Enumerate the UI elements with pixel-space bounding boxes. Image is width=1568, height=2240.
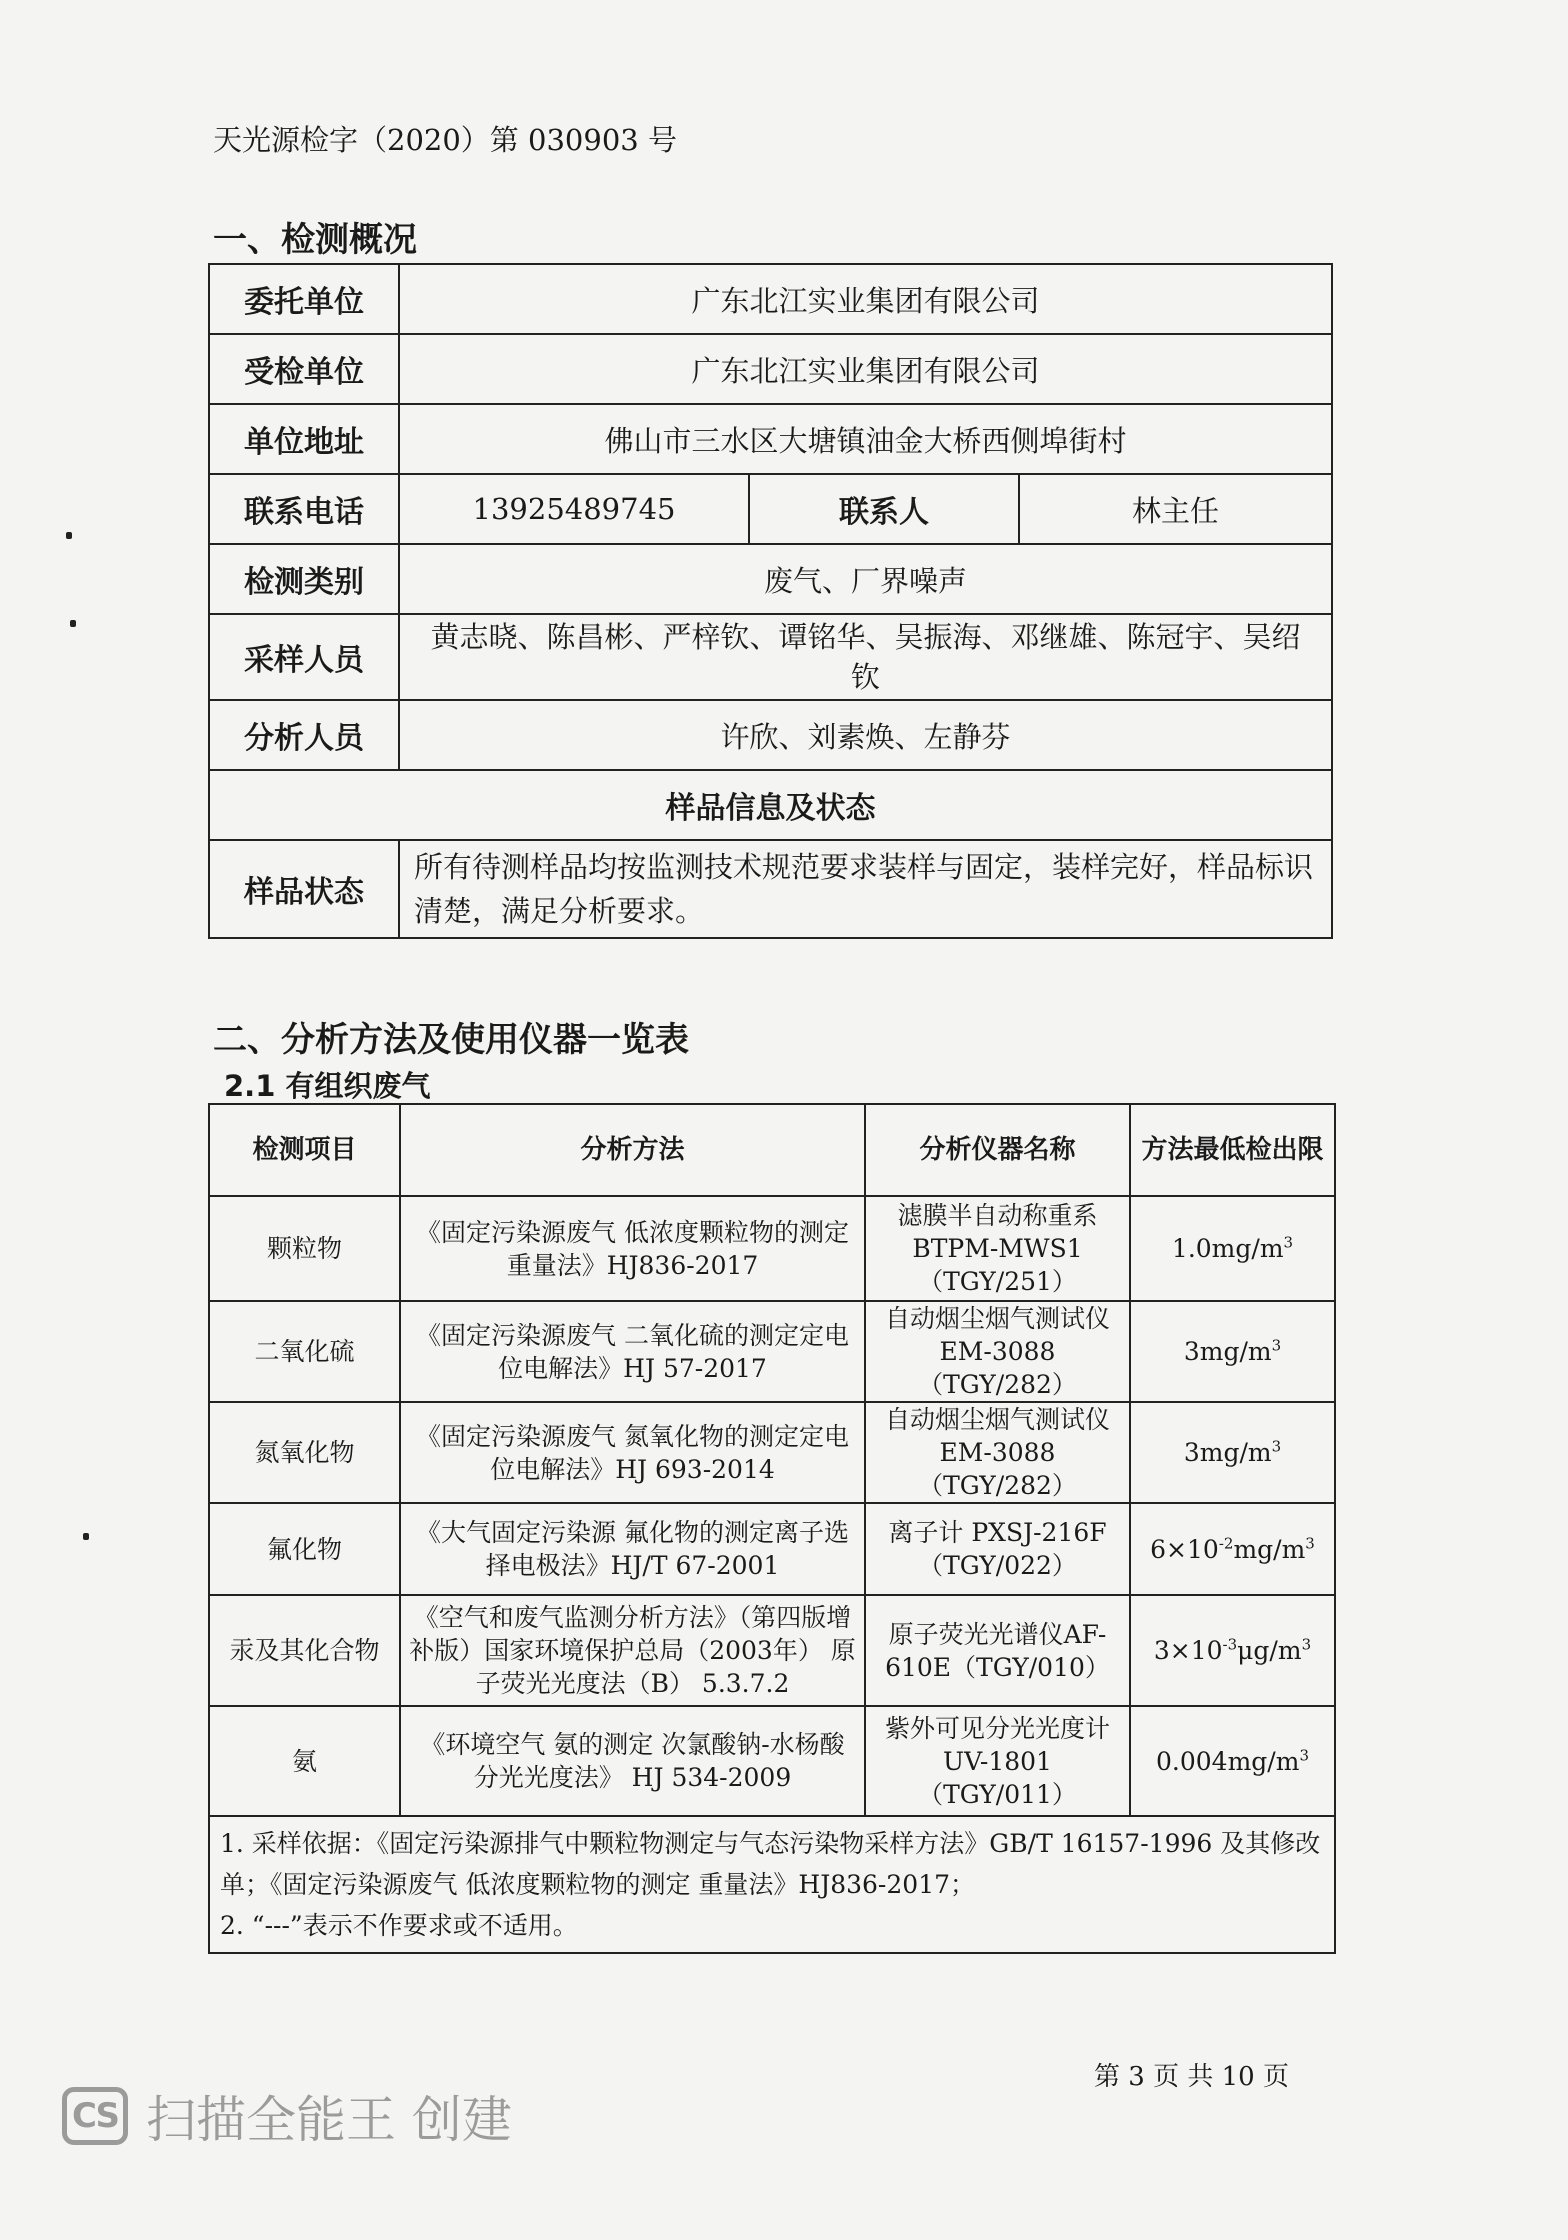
cell-item: 氮氧化物 — [209, 1402, 400, 1503]
overview-table — [208, 263, 1333, 939]
cell-method: 《大气固定污染源 氟化物的测定离子选择电极法》HJ/T 67-2001 — [400, 1503, 865, 1595]
header-instrument: 分析仪器名称 — [865, 1104, 1130, 1196]
cell-method: 《空气和废气监测分析方法》（第四版增补版）国家环境保护总局（2003年） 原子荧光光度法（B） 5.3.7.2 — [400, 1595, 865, 1706]
table-row — [209, 770, 1332, 840]
contact-value: 林主任 — [1019, 474, 1332, 544]
cell-item: 颗粒物 — [209, 1196, 400, 1301]
table-row — [209, 1706, 1335, 1816]
row-label: 委托单位 — [209, 264, 399, 334]
cell-instrument: 离子计 PXSJ-216F（TGY/022） — [865, 1503, 1130, 1595]
row-value: 许欣、刘素焕、左静芬 — [399, 700, 1332, 770]
note-2: 2. “---”表示不作要求或不适用。 — [220, 1911, 578, 1940]
section2-title: 二、分析方法及使用仪器一览表 — [213, 1020, 689, 1060]
cell-item: 二氧化硫 — [209, 1301, 400, 1402]
cell-item: 氨 — [209, 1706, 400, 1816]
row-value: 广东北江实业集团有限公司 — [399, 334, 1332, 404]
notes-cell — [209, 1816, 1335, 1953]
section1-title: 一、检测概况 — [213, 220, 417, 260]
methods-table — [208, 1103, 1336, 1954]
cell-method: 《固定污染源废气 氮氧化物的测定定电位电解法》HJ 693-2014 — [400, 1402, 865, 1503]
row-label: 受检单位 — [209, 334, 399, 404]
camscanner-logo-icon: CS — [62, 2087, 128, 2145]
document-number: 天光源检字（2020）第 030903 号 — [213, 123, 677, 157]
scan-speck — [66, 532, 72, 539]
cell-limit: $1.0mg/m^3$ — [1130, 1196, 1335, 1301]
contact-label: 联系人 — [749, 474, 1019, 544]
table-row — [209, 1595, 1335, 1706]
phone-value: 13925489745 — [399, 474, 749, 544]
note-1: 1. 采样依据：《固定污染源排气中颗粒物测定与气态污染物采样方法》GB/T 16157-1996 及其修改单；《固定污染源废气 低浓度颗粒物的测定 重量法》HJ836-2017； — [220, 1829, 1321, 1899]
cell-instrument: 紫外可见分光光度计 UV-1801（TGY/011） — [865, 1706, 1130, 1816]
sample-value: 所有待测样品均按监测技术规范要求装样与固定，装样完好，样品标识清楚，满足分析要求。 — [399, 840, 1332, 938]
cell-instrument: 滤膜半自动称重系BTPM-MWS1（TGY/251） — [865, 1196, 1130, 1301]
table-row — [209, 840, 1332, 938]
cell-limit: $6\times 10^{-2}mg/m^3$ — [1130, 1503, 1335, 1595]
row-label: 采样人员 — [209, 614, 399, 700]
scan-speck — [83, 1533, 89, 1540]
cell-limit: $0.004mg/m^3$ — [1130, 1706, 1335, 1816]
table-row — [209, 404, 1332, 474]
table-row — [209, 614, 1332, 700]
row-value: 佛山市三水区大塘镇油金大桥西侧埠街村 — [399, 404, 1332, 474]
table-row — [209, 1196, 1335, 1301]
cell-instrument: 自动烟尘烟气测试仪 EM-3088（TGY/282） — [865, 1301, 1130, 1402]
table-row — [209, 544, 1332, 614]
cell-method: 《固定污染源废气 二氧化硫的测定定电位电解法》HJ 57-2017 — [400, 1301, 865, 1402]
watermark-text: 扫描全能王 创建 — [146, 2091, 512, 2149]
scan-speck — [70, 620, 76, 627]
cell-limit: $3\times 10^{-3}\mu g/m^3$ — [1130, 1595, 1335, 1706]
header-limit: 方法最低检出限 — [1130, 1104, 1335, 1196]
table-row — [209, 1503, 1335, 1595]
cell-limit: $3mg/m^3$ — [1130, 1301, 1335, 1402]
cell-limit: $3mg/m^3$ — [1130, 1402, 1335, 1503]
section2-subtitle: 2.1 有组织废气 — [224, 1069, 431, 1103]
row-label: 分析人员 — [209, 700, 399, 770]
table-header-row — [209, 1104, 1335, 1196]
table-row — [209, 700, 1332, 770]
row-value: 黄志晓、陈昌彬、严梓钦、谭铭华、吴振海、邓继雄、陈冠宇、吴绍钦 — [399, 614, 1332, 700]
cell-method: 《环境空气 氨的测定 次氯酸钠-水杨酸分光光度法》 HJ 534-2009 — [400, 1706, 865, 1816]
table-row — [209, 264, 1332, 334]
cell-instrument: 原子荧光光谱仪AF-610E（TGY/010） — [865, 1595, 1130, 1706]
sample-section-header: 样品信息及状态 — [209, 770, 1332, 840]
row-label: 单位地址 — [209, 404, 399, 474]
header-method: 分析方法 — [400, 1104, 865, 1196]
table-row — [209, 1301, 1335, 1402]
row-label: 检测类别 — [209, 544, 399, 614]
header-item: 检测项目 — [209, 1104, 400, 1196]
phone-label: 联系电话 — [209, 474, 399, 544]
table-notes-row — [209, 1816, 1335, 1953]
table-row — [209, 334, 1332, 404]
table-row — [209, 474, 1332, 544]
row-value: 废气、厂界噪声 — [399, 544, 1332, 614]
cell-item: 汞及其化合物 — [209, 1595, 400, 1706]
table-row — [209, 1402, 1335, 1503]
page-footer: 第 3 页 共 10 页 — [1094, 2062, 1289, 2092]
row-value: 广东北江实业集团有限公司 — [399, 264, 1332, 334]
cell-method: 《固定污染源废气 低浓度颗粒物的测定 重量法》HJ836-2017 — [400, 1196, 865, 1301]
sample-label: 样品状态 — [209, 840, 399, 938]
scanner-watermark — [62, 2080, 512, 2152]
cell-item: 氟化物 — [209, 1503, 400, 1595]
cell-instrument: 自动烟尘烟气测试仪 EM-3088（TGY/282） — [865, 1402, 1130, 1503]
